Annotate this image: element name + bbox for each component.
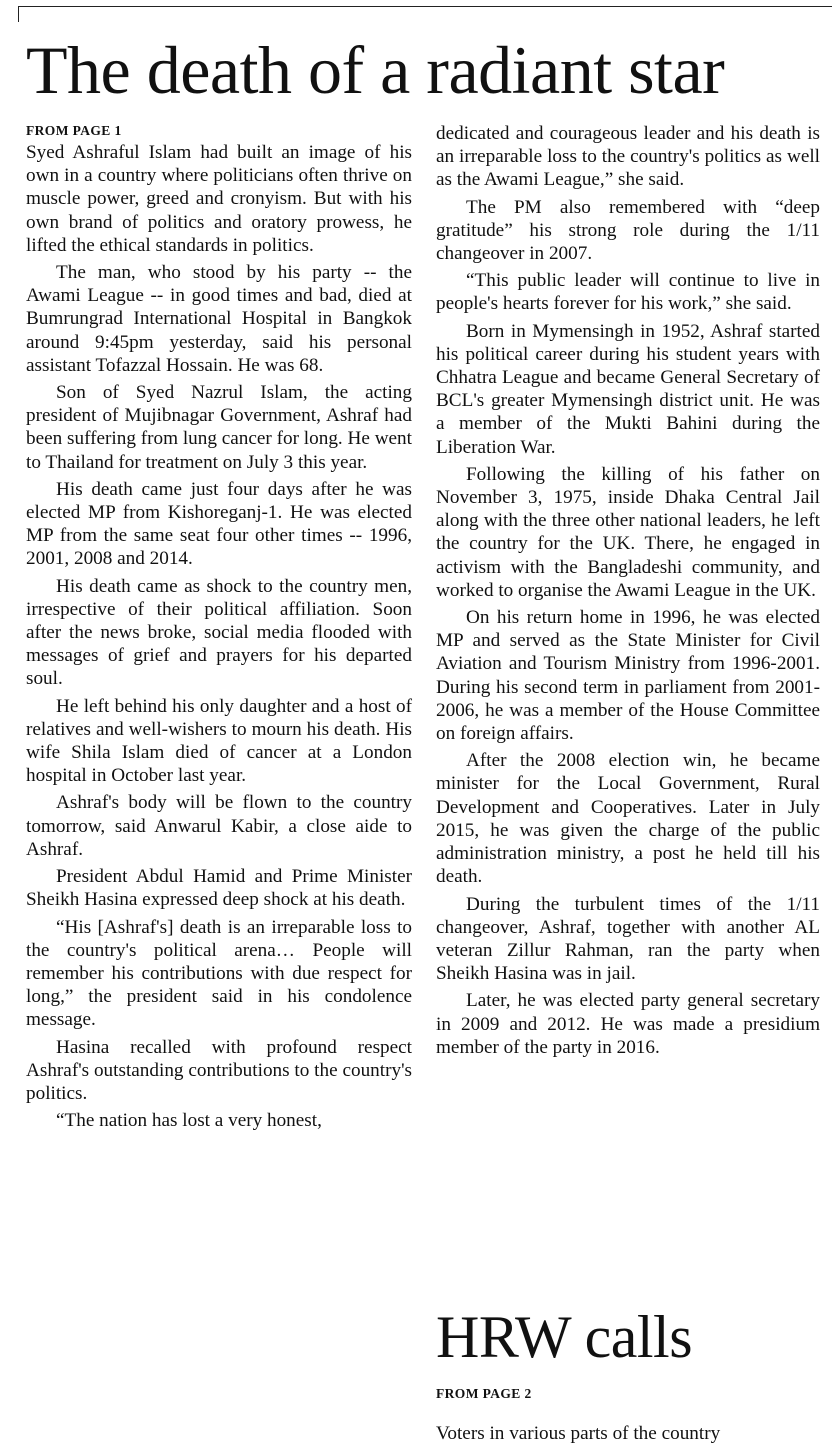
- paragraph: Son of Syed Nazrul Islam, the acting president of Mujibnagar Government, Ashraf had been suffering from lung cancer for long. He went to Thailand for treatment on July 3 this year.: [26, 382, 412, 473]
- paragraph: The PM also remembered with “deep gratitude” his strong role during the 1/11 changeover in 2007.: [436, 196, 820, 265]
- left-rule: [18, 6, 19, 22]
- headline: The death of a radiant star: [26, 32, 725, 108]
- cutoff-text: Voters in various parts of the country: [436, 1423, 721, 1444]
- paragraph: The man, who stood by his party -- the Awami League -- in good times and bad, died at Bumrungrad International Hospital in Bangkok around 9:45pm yesterday, said his personal assistant Tofazzal Hossain. He was 68.: [26, 262, 412, 376]
- paragraph-continuation: dedicated and courageous leader and his death is an irreparable loss to the country's politics as well as the Awami League,” she said.: [436, 123, 820, 191]
- from-page-label: FROM PAGE 2: [436, 1386, 532, 1401]
- paragraph: Syed Ashraful Islam had built an image of his own in a country where politicians often thrive on muscle power, greed and cronyism. But with his own brand of politics and oratory prowess, he lifted the ethical standards in politics.: [26, 142, 412, 256]
- second-story-headline: HRW calls: [436, 1304, 693, 1370]
- paragraph: “This public leader will continue to live in people's hearts forever for his work,” she said.: [436, 270, 820, 315]
- paragraph: “His [Ashraf's] death is an irreparable loss to the country's political arena… People will remember his contributions with due respect for long,” the president said in his condolence message.: [26, 916, 412, 1031]
- paragraph: After the 2008 election win, he became minister for the Local Government, Rural Development and Cooperatives. Later in July 2015, he was given the charge of the public administration ministry, a post he held till his death.: [436, 750, 820, 888]
- from-page-label: FROM PAGE 1: [26, 123, 122, 138]
- paragraph: On his return home in 1996, he was elected MP and served as the State Minister for Civil Aviation and Tourism Ministry from 1996-2001. During his second term in parliament from 2001-2006, he was a member of the House Committee on foreign affairs.: [436, 607, 820, 745]
- paragraph: His death came as shock to the country men, irrespective of their political affiliation. Soon after the news broke, social media flooded with messages of grief and prayers for his departed soul.: [26, 575, 412, 690]
- paragraph: Born in Mymensingh in 1952, Ashraf started his political career during his student years with Chhatra League and became General Secretary of BCL's greater Mymensingh district unit. He was a member of the Mukti Bahini during the Liberation War.: [436, 320, 820, 458]
- paragraph: Later, he was elected party general secretary in 2009 and 2012. He was made a presidium member of the party in 2016.: [436, 990, 820, 1058]
- paragraph: “The nation has lost a very honest,: [56, 1110, 322, 1132]
- article-column-right: [436, 122, 820, 1063]
- paragraph: President Abdul Hamid and Prime Minister Sheikh Hasina expressed deep shock at his death.: [26, 866, 412, 911]
- top-rule: [18, 6, 832, 7]
- paragraph: His death came just four days after he was elected MP from Kishoreganj-1. He was elected MP from the same seat four other times -- 1996, 2001, 2008 and 2014.: [26, 478, 412, 570]
- paragraph: During the turbulent times of the 1/11 changeover, Ashraf, together with another AL veteran Zillur Rahman, ran the party when Sheikh Hasina was in jail.: [436, 893, 820, 985]
- paragraph: He left behind his only daughter and a host of relatives and well-wishers to mourn his death. His wife Shila Islam died of cancer at a London hospital in October last year.: [26, 695, 412, 787]
- paragraph: Hasina recalled with profound respect Ashraf's outstanding contributions to the country's politics.: [26, 1036, 412, 1104]
- second-story-first-line: [436, 1423, 820, 1448]
- paragraph: Ashraf's body will be flown to the country tomorrow, said Anwarul Kabir, a close aide to Ashraf.: [26, 792, 412, 860]
- article-column-left: [26, 122, 412, 1136]
- paragraph: Following the killing of his father on November 3, 1975, inside Dhaka Central Jail along with the three other national leaders, he left the country for the UK. There, he engaged in activism with the Bangladeshi community, and worked to organise the Awami League in the UK.: [436, 463, 820, 601]
